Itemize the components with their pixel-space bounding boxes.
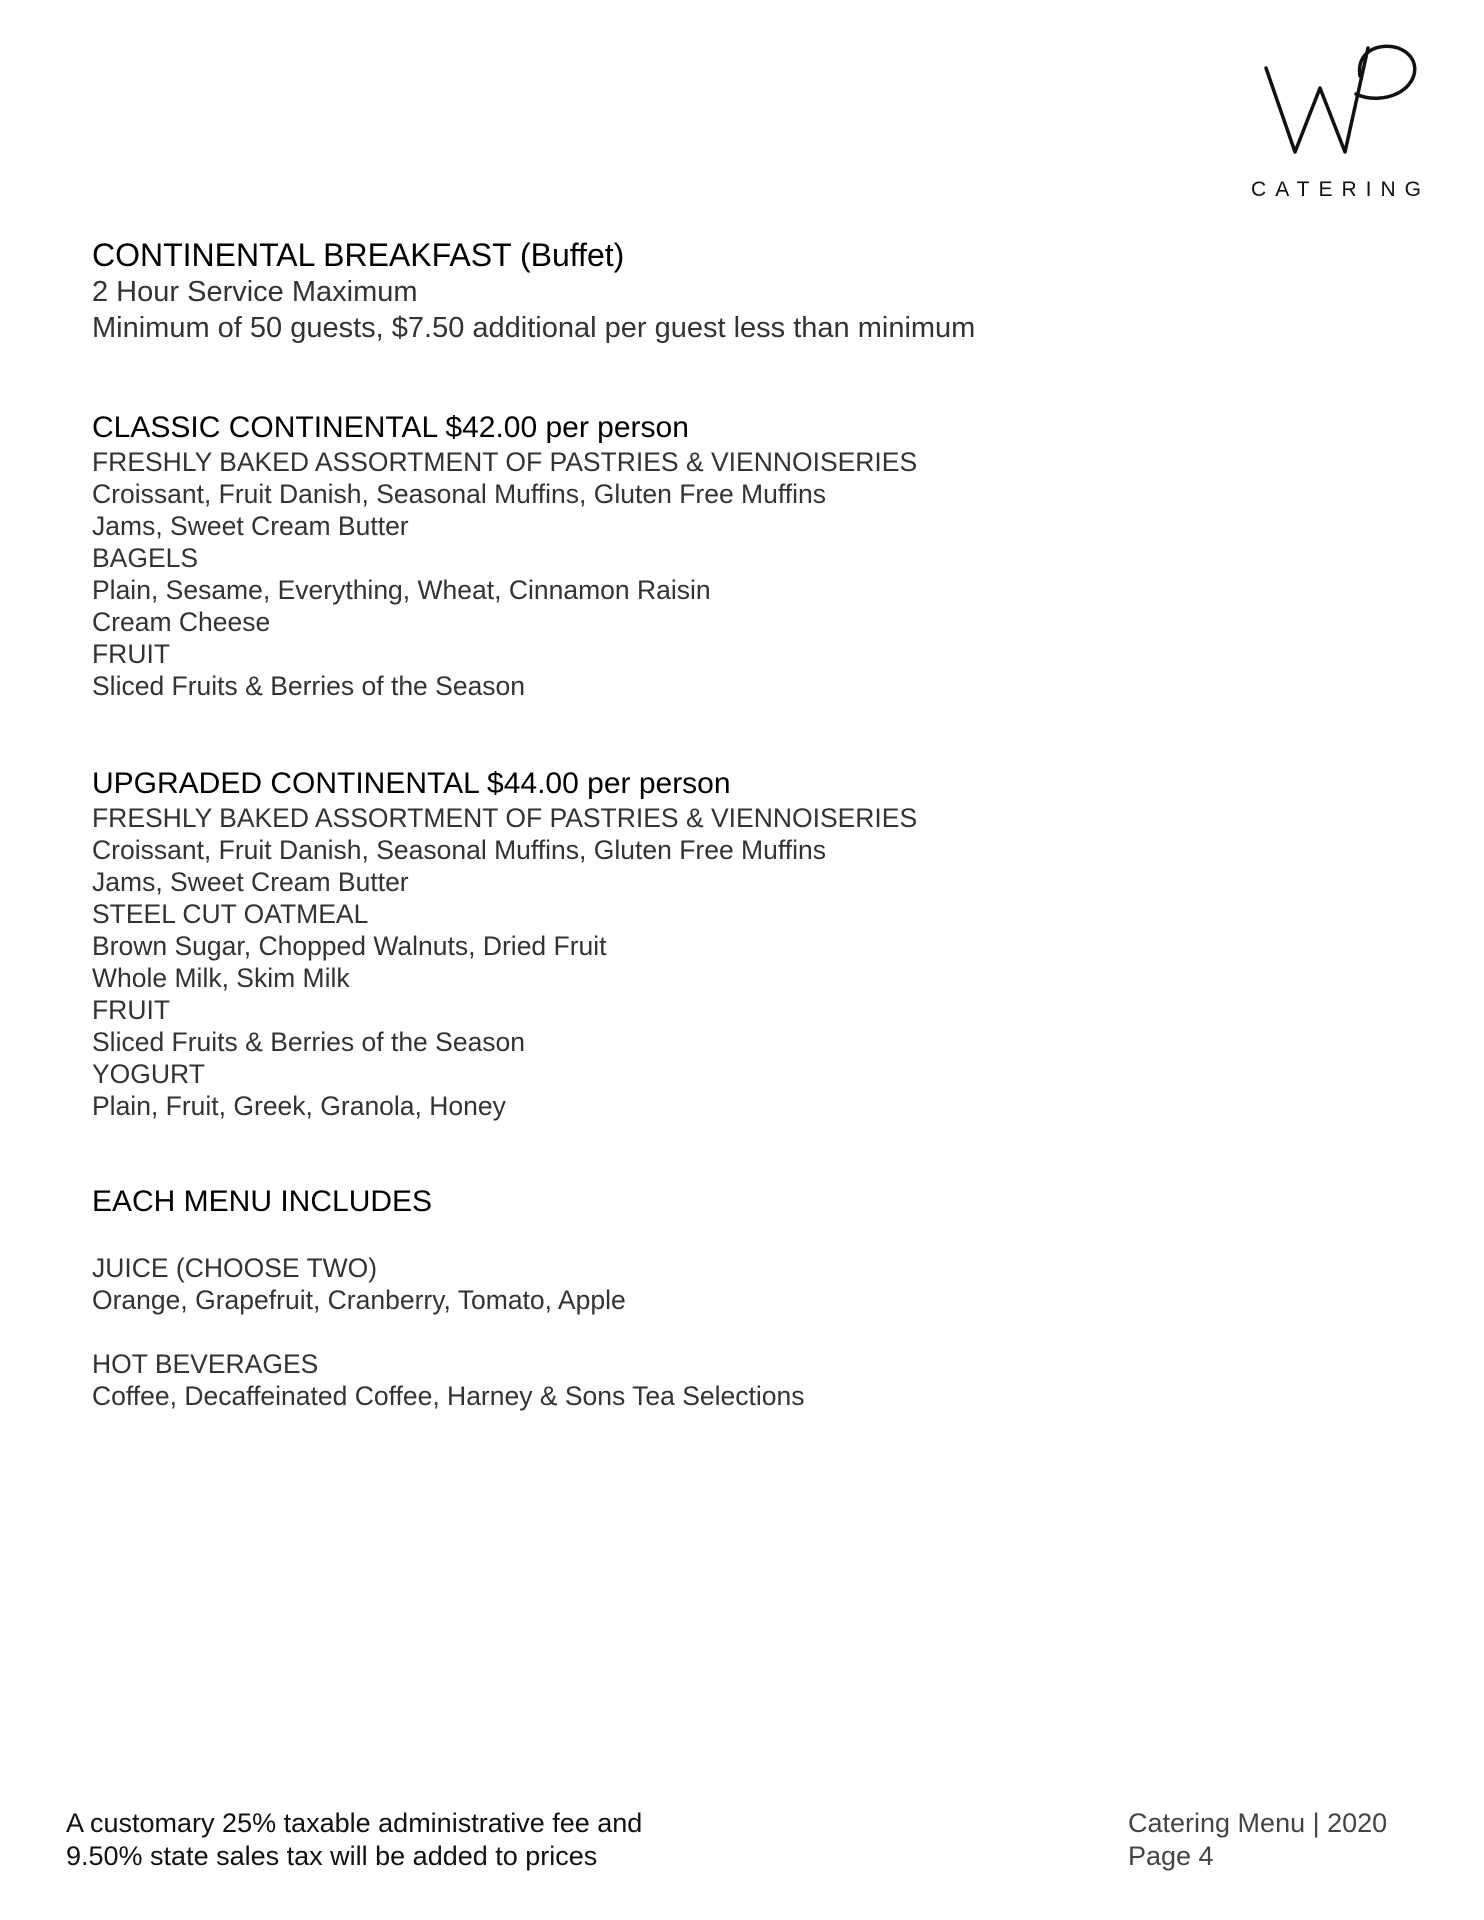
menu-line: Brown Sugar, Chopped Walnuts, Dried Fruit (92, 931, 607, 961)
section-title: EACH MENU INCLUDES (92, 1185, 433, 1218)
menu-line: Cream Cheese (92, 607, 271, 637)
fee-note-line: A customary 25% taxable administrative fee and (66, 1808, 643, 1838)
page-footer (1128, 1807, 1387, 1873)
brand-logo (1230, 40, 1430, 200)
menu-line: FRESHLY BAKED ASSORTMENT OF PASTRIES & VIENNOISERIES (92, 447, 918, 477)
menu-line: BAGELS (92, 543, 199, 573)
includes-section (92, 1184, 1292, 1412)
service-limit: 2 Hour Service Maximum (92, 276, 418, 308)
menu-line: FRUIT (92, 995, 171, 1025)
menu-line: Sliced Fruits & Berries of the Season (92, 671, 526, 701)
classic-continental-section (92, 410, 1292, 702)
menu-line: Plain, Fruit, Greek, Granola, Honey (92, 1091, 506, 1121)
fee-note (66, 1807, 642, 1873)
menu-line: Jams, Sweet Cream Butter (92, 867, 409, 897)
menu-line: FRESHLY BAKED ASSORTMENT OF PASTRIES & VIENNOISERIES (92, 803, 918, 833)
wp-logo-mark (1260, 40, 1430, 170)
menu-line: STEEL CUT OATMEAL (92, 899, 369, 929)
document-title: Catering Menu | 2020 (1128, 1808, 1388, 1838)
menu-content (92, 236, 1292, 1412)
hot-beverages-group (92, 1348, 1292, 1412)
menu-line: FRUIT (92, 639, 171, 669)
guest-minimum: Minimum of 50 guests, $7.50 additional per guest less than minimum (92, 312, 976, 344)
group-heading: JUICE (CHOOSE TWO) (92, 1253, 378, 1283)
juice-group (92, 1252, 1292, 1316)
menu-line: Sliced Fruits & Berries of the Season (92, 1027, 526, 1057)
group-detail: Orange, Grapefruit, Cranberry, Tomato, Apple (92, 1285, 626, 1315)
page-number: Page 4 (1128, 1841, 1214, 1871)
section-title: CLASSIC CONTINENTAL $42.00 per person (92, 411, 689, 444)
section-title: UPGRADED CONTINENTAL $44.00 per person (92, 767, 731, 800)
group-detail: Coffee, Decaffeinated Coffee, Harney & Sons Tea Selections (92, 1381, 805, 1411)
group-heading: HOT BEVERAGES (92, 1349, 319, 1379)
menu-line: YOGURT (92, 1059, 205, 1089)
menu-line: Croissant, Fruit Danish, Seasonal Muffins, Gluten Free Muffins (92, 835, 826, 865)
page-title: CONTINENTAL BREAKFAST (Buffet) (92, 237, 625, 273)
upgraded-continental-section (92, 766, 1292, 1122)
fee-note-line: 9.50% state sales tax will be added to prices (66, 1841, 598, 1871)
logo-wordmark: CATERING (1251, 178, 1430, 201)
menu-line: Croissant, Fruit Danish, Seasonal Muffins, Gluten Free Muffins (92, 479, 826, 509)
menu-line: Plain, Sesame, Everything, Wheat, Cinnamon Raisin (92, 575, 711, 605)
menu-line: Whole Milk, Skim Milk (92, 963, 350, 993)
menu-line: Jams, Sweet Cream Butter (92, 511, 409, 541)
menu-header (92, 236, 1292, 346)
